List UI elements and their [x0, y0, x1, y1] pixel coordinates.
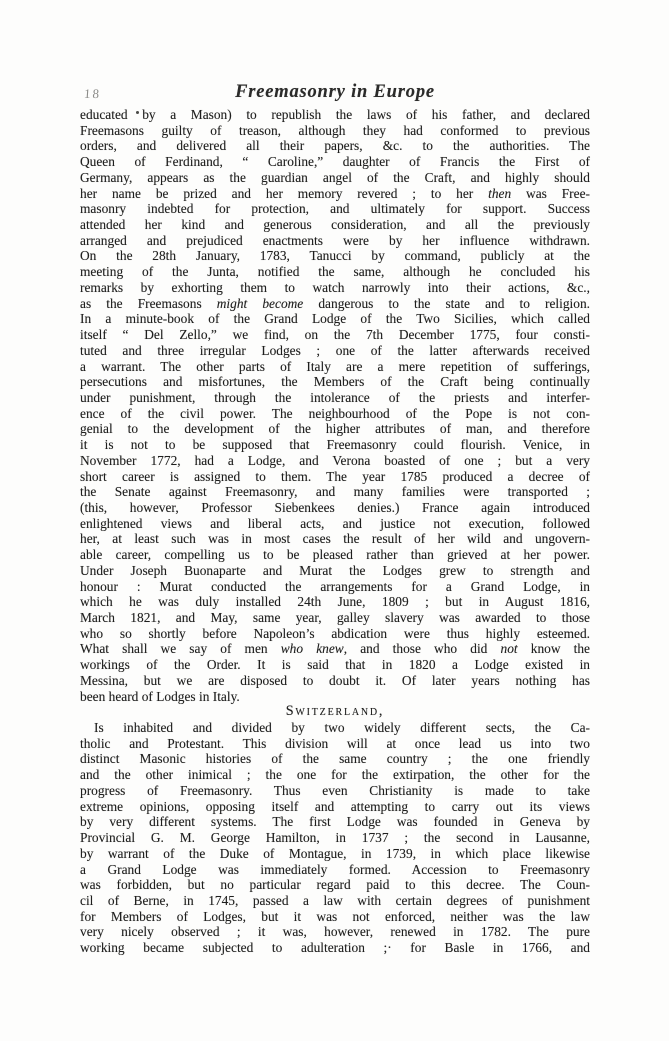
text-block	[80, 107, 590, 956]
text-line: arranged and prejudiced enactments were by her influence withdrawn.	[80, 232, 590, 248]
text-line: it is not to be supposed that Freemasonry could flourish. Venice, in	[80, 437, 590, 453]
text-line: (this, however, Professor Siebenkees denies.) France again introduced	[80, 499, 590, 515]
text-line: remarks by exhorting them to watch narrowly into their actions, &c.,	[80, 279, 590, 295]
section-heading-switzerland: Switzerland,	[285, 703, 385, 720]
text-line: What shall we say of men who knew, and those who did not know the	[80, 641, 591, 657]
paragraph-italy	[80, 107, 590, 704]
text-line: Queen of Ferdinand, “ Caroline,” daughter of Francis the First of	[80, 154, 590, 170]
text-line: as the Freemasons might become dangerous to the state and to religion.	[80, 295, 591, 311]
text-line: cil of Berne, in 1745, passed a law with certain degrees of punishment	[80, 892, 590, 908]
running-header	[80, 82, 590, 106]
text-line: her, at least such was in most cases the result of her wild and ungovern-	[80, 531, 590, 547]
text-line: honour : Murat conducted the arrangements for a Grand Lodge, in	[80, 578, 590, 594]
text-line: tuted and three irregular Lodges ; one of the latter afterwards received	[80, 342, 590, 358]
text-line: educated by a Mason) to republish the laws of his father, and declared	[80, 107, 590, 122]
text-line: attended her kind and generous consideration, and all the previously	[80, 217, 590, 233]
text-line: for Members of Lodges, but it was not enforced, neither was the law	[80, 908, 590, 924]
text-line: itself “ Del Zello,” we find, on the 7th December 1775, four consti-	[80, 327, 590, 343]
text-line: a warrant. The other parts of Italy are a mere repetition of sufferings,	[80, 358, 590, 374]
text-line: which he was duly installed 24th June, 1809 ; but in August 1816,	[80, 594, 590, 610]
text-line: November 1772, had a Lodge, and Verona boasted of one ; but a very	[80, 452, 590, 468]
text-line: under punishment, through the intolerance of the priests and interfer-	[80, 389, 590, 405]
text-line: Provincial G. M. George Hamilton, in 1737 ; the second in Lausanne,	[80, 830, 590, 846]
text-line: able career, compelling us to be pleased rather than grieved at her power.	[80, 547, 590, 563]
text-line: March 1821, and May, same year, galley slavery was awarded to those	[80, 610, 590, 625]
running-header-title: Freemasonry in Europe	[235, 82, 435, 102]
paragraph-switzerland	[80, 720, 590, 956]
text-line: working became subjected to adulteration ;· for Basle in 1766, and	[80, 940, 590, 956]
text-line: was forbidden, but no particular regard paid to this decree. The Coun-	[80, 877, 590, 893]
text-line: persecutions and misfortunes, the Members of the Craft being continually	[80, 374, 590, 390]
text-line: who so shortly before Napoleon’s abdication were thus highly esteemed.	[80, 625, 590, 641]
text-line: a Grand Lodge was immediately formed. Accession to Freemasonry	[80, 861, 590, 877]
text-line: workings of the Order. It is said that in 1820 a Lodge existed in	[80, 657, 590, 673]
text-line: the Senate against Freemasonry, and many families were transported ;	[80, 484, 590, 500]
text-line: Messina, but we are disposed to doubt it. Of later years nothing has	[80, 672, 590, 688]
text-line: short career is assigned to them. The year 1785 produced a decree of	[80, 468, 590, 484]
text-line: genial to the development of the higher attributes of man, and therefore	[80, 421, 590, 437]
text-line: orders, and delivered all their papers, &c. to the authorities. The	[80, 138, 590, 154]
text-line: by very different systems. The first Lodge was founded in Geneva by	[80, 814, 590, 830]
page-number: 18	[83, 86, 102, 101]
text-line: In a minute-book of the Grand Lodge of the Two Sicilies, which called	[80, 311, 590, 327]
text-line: by warrant of the Duke of Montague, in 1739, in which place likewise	[80, 845, 590, 861]
text-line: Germany, appears as the guardian angel of the Craft, and highly should	[80, 169, 590, 185]
text-line: enlightened views and liberal acts, and justice not execution, followed	[80, 515, 590, 531]
text-line: her name be prized and her memory revered ; to her then was Free-	[80, 185, 590, 201]
text-line: been heard of Lodges in Italy.	[80, 688, 240, 704]
text-line: ence of the civil power. The neighbourhood of the Pope is not con-	[80, 405, 590, 421]
text-line: On the 28th January, 1783, Tanucci by command, publicly at the	[80, 248, 590, 264]
text-line: distinct Masonic histories of the same country ; the one friendly	[80, 751, 590, 767]
text-line: progress of Freemasonry. Thus even Christianity is made to take	[80, 782, 590, 798]
text-line: very nicely observed ; it was, however, renewed in 1782. The pure	[80, 924, 590, 940]
text-line: tholic and Protestant. This division will at once lead us into two	[80, 735, 590, 751]
text-line: Freemasons guilty of treason, although they had conformed to previous	[80, 122, 590, 138]
text-line: meeting of the Junta, notified the same, although he concluded his	[80, 264, 590, 280]
text-line: extreme opinions, opposing itself and attempting to carry out its views	[80, 798, 590, 814]
text-line: Is inhabited and divided by two widely different sects, the Ca-	[94, 720, 590, 736]
text-line: masonry indebted for protection, and ultimately for support. Success	[80, 201, 590, 217]
text-line: and the other inimical ; the one for the extirpation, the other for the	[80, 767, 590, 783]
text-line: Under Joseph Buonaparte and Murat the Lodges grew to strength and	[80, 562, 590, 578]
